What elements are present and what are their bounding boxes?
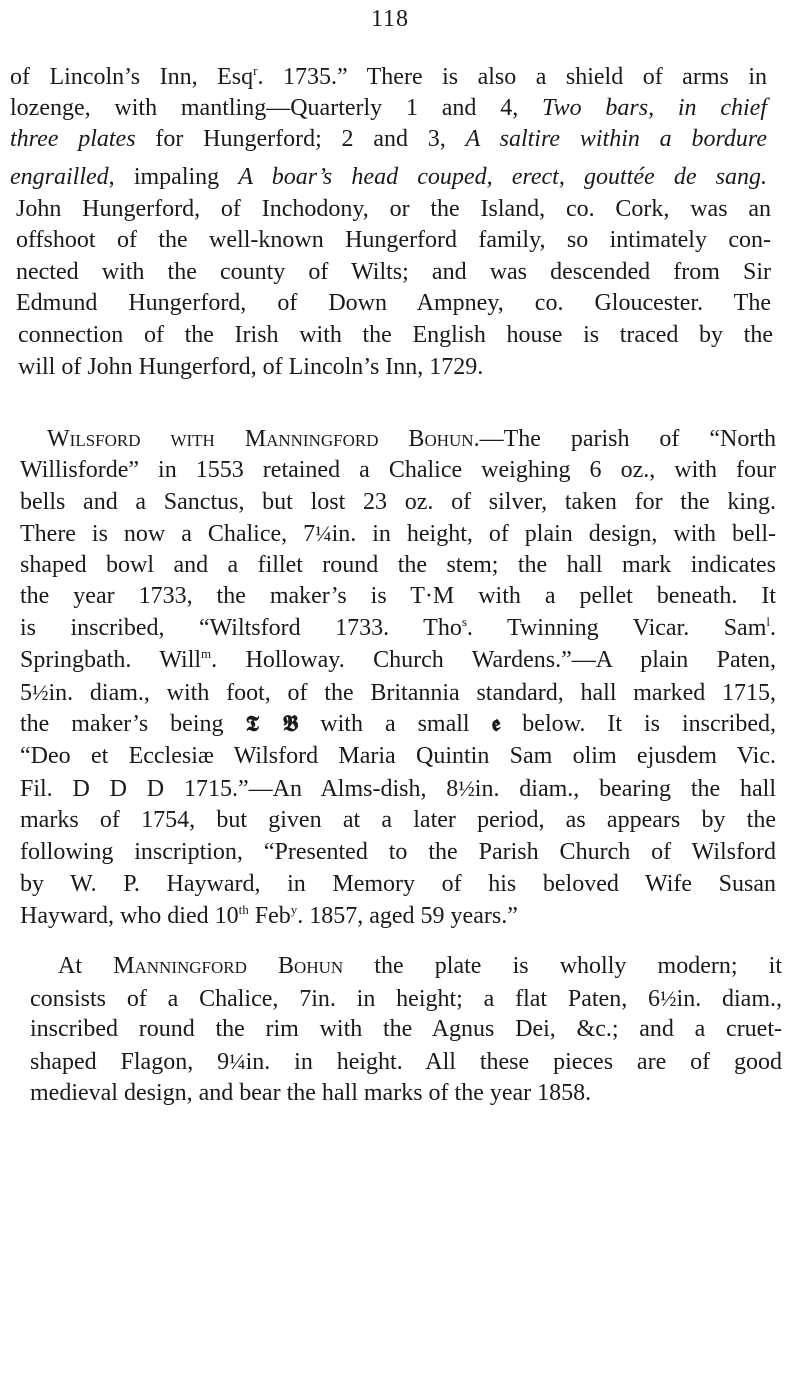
text-line: bells and a Sanctus, but lost 23 oz. of silver, taken for the king. — [20, 489, 776, 515]
text-line: nected with the county of Wilts; and was descended from Sir — [16, 259, 771, 285]
text-line: Wilsford with Manningford Bohun.—The parish of “North — [47, 426, 776, 452]
text-line: lozenge, with mantling—Quarterly 1 and 4, Two bars, in chief — [10, 95, 767, 121]
text-line: consists of a Chalice, 7in. in height; a flat Paten, 6½in. diam., — [30, 986, 782, 1012]
text-line: Hayward, who died 10th Feb$^y$. 1857, aged 59 years.” — [20, 902, 518, 929]
text-line: Edmund Hungerford, of Down Ampney, co. Gloucester. The — [16, 290, 771, 316]
text-line: connection of the Irish with the English house is traced by the — [18, 322, 773, 348]
text-line: following inscription, “Presented to the Parish Church of Wilsford — [20, 839, 776, 865]
text-line: offshoot of the well-known Hungerford family, so intimately con- — [16, 227, 771, 253]
text-line: engrailled, impaling A boar’s head couped, erect, gouttée de sang. — [10, 164, 768, 190]
text-line: inscribed round the rim with the Agnus Dei, &c.; and a cruet- — [30, 1016, 782, 1042]
text-line: shaped Flagon, 9¼in. in height. All these pieces are of good — [30, 1049, 783, 1075]
text-line: shaped bowl and a fillet round the stem; the hall mark indicates — [20, 552, 776, 578]
text-line: John Hungerford, of Inchodony, or the Island, co. Cork, was an — [16, 196, 771, 222]
text-line: There is now a Chalice, 7¼in. in height, of plain design, with bell- — [20, 521, 776, 547]
text-line: Willisforde” in 1553 retained a Chalice weighing 6 oz., with four — [20, 457, 776, 483]
text-line: Fil. D D D 1715.”—An Alms-dish, 8½in. diam., bearing the hall — [20, 776, 776, 802]
text-line: “Deo et Ecclesiæ Wilsford Maria Quintin Sam olim ejusdem Vic. — [20, 743, 776, 769]
text-line: At Manningford Bohun the plate is wholly modern; it — [58, 953, 782, 979]
text-line: will of John Hungerford, of Lincoln’s Inn, 1729. — [18, 354, 484, 380]
text-line: of Lincoln’s Inn, Esq$^r$. 1735.” There is also a shield of arms in — [10, 63, 767, 90]
text-line: is inscribed, “Wiltsford 1733. Tho$^s$. Twinning Vicar. Sam$^l$. — [20, 614, 776, 641]
text-line: by W. P. Hayward, in Memory of his beloved Wife Susan — [20, 871, 776, 897]
text-line: 5½in. diam., with foot, of the Britannia standard, hall marked 1715, — [20, 680, 776, 706]
text-line: the year 1733, the maker’s is T·M with a pellet beneath. It — [20, 583, 776, 609]
text-line: medieval design, and bear the hall marks of the year 1858. — [30, 1080, 592, 1106]
page-number: 118 — [370, 6, 410, 32]
text-line: marks of 1754, but given at a later period, as appears by the — [20, 807, 776, 833]
text-line: the maker’s being 𝕿 𝕭 with a small 𝖊 below. It is inscribed, — [20, 711, 776, 737]
text-line: three plates for Hungerford; 2 and 3, A saltire within a bordure — [10, 126, 768, 152]
text-line: Springbath. Will$^m$. Holloway. Church Wardens.”—A plain Paten, — [20, 646, 776, 673]
